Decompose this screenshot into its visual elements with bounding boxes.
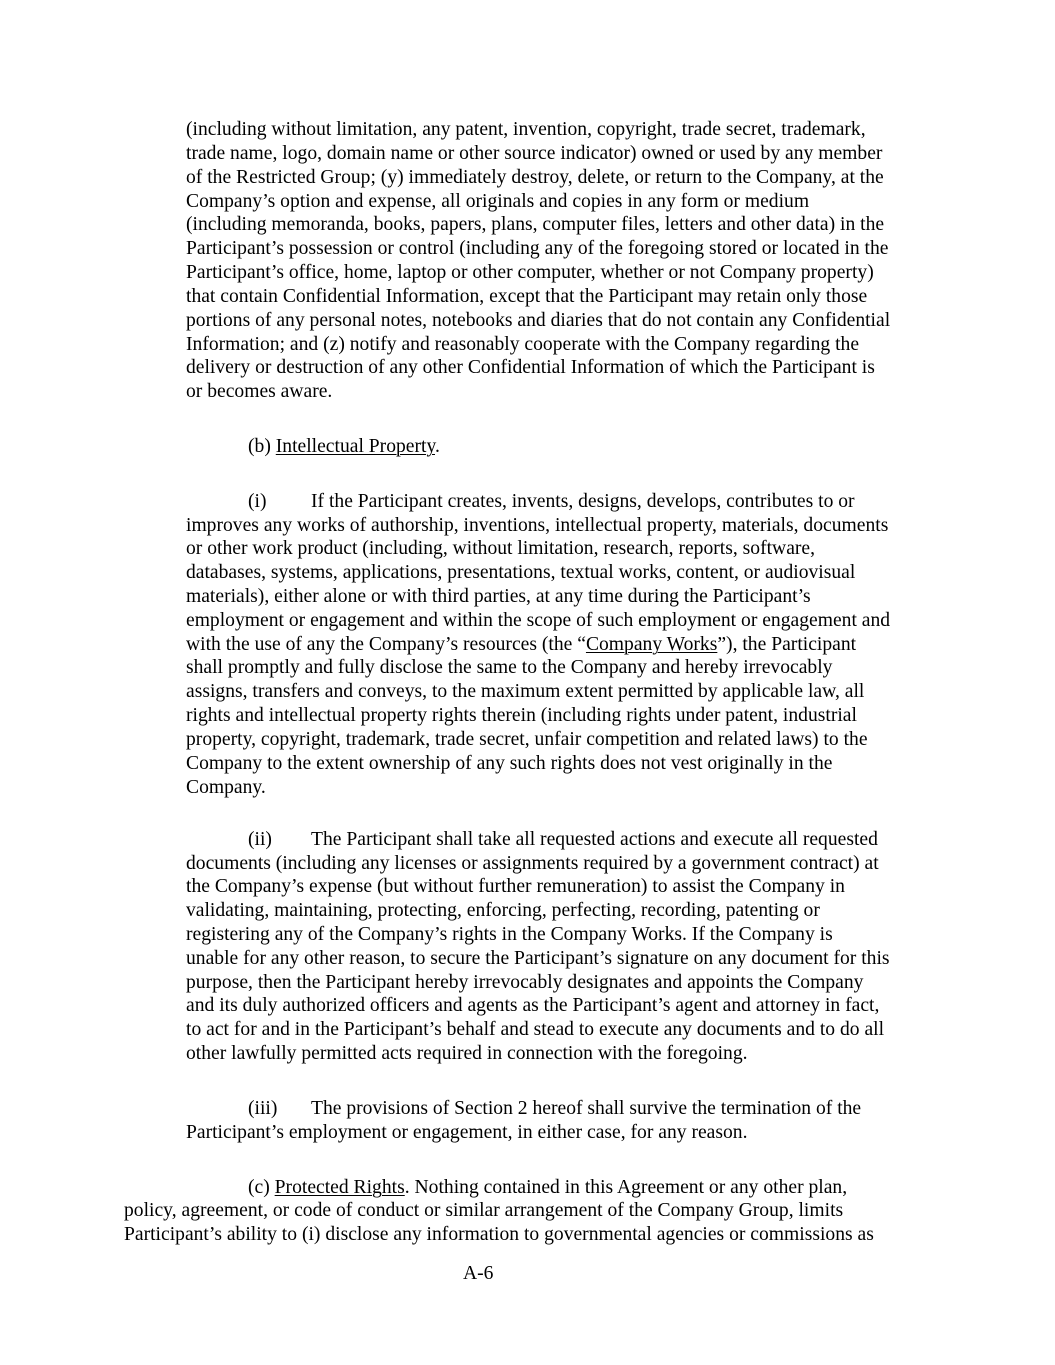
text-line: property, copyright, trademark, trade secret, unfair competition and related laws) to the xyxy=(186,729,868,750)
text-line: Participant’s possession or control (including any of the foregoing stored or located in the xyxy=(186,238,889,259)
text-line: The Participant shall take all requested actions and execute all requested xyxy=(311,829,878,850)
text-line: registering any of the Company’s rights in the Company Works. If the Company is xyxy=(186,924,833,945)
text-line: The provisions of Section 2 hereof shall survive the termination of the xyxy=(311,1098,862,1119)
text-line: (including memoranda, books, papers, plans, computer files, letters and other data) in the xyxy=(186,214,885,235)
text-line: and its duly authorized officers and agents as the Participant’s agent and attorney in fact, xyxy=(186,995,880,1016)
text-line: other lawfully permitted acts required in connection with the foregoing. xyxy=(186,1043,748,1064)
text-line: materials), either alone or with third parties, at any time during the Participant’s xyxy=(186,586,811,607)
section-title: Protected Rights xyxy=(274,1177,405,1198)
text-line: purpose, then the Participant hereby irrevocably designates and appoints the Company xyxy=(186,972,864,993)
text-line: Company’s option and expense, all originals and copies in any form or medium xyxy=(186,191,810,212)
section-number: (c) xyxy=(248,1177,270,1198)
text-line: delivery or destruction of any other Confidential Information of which the Participant is xyxy=(186,357,875,378)
defined-term: Company Works xyxy=(585,634,718,655)
text-segment: . Nothing contained in this Agreement or any other plan, xyxy=(404,1177,848,1198)
text-line: employment or engagement and within the scope of such employment or engagement and xyxy=(186,610,891,631)
section-heading-b xyxy=(248,435,440,459)
text-line: documents (including any licenses or assignments required by a government contract) at xyxy=(186,853,879,874)
text-line: (including without limitation, any patent, invention, copyright, trade secret, trademark, xyxy=(186,119,866,140)
text-line: portions of any personal notes, notebooks and diaries that do not contain any Confidential xyxy=(186,310,891,331)
text-line: that contain Confidential Information, except that the Participant may retain only those xyxy=(186,286,868,307)
text-line: or becomes aware. xyxy=(186,381,333,402)
section-number: (b) xyxy=(248,436,271,457)
text-line: improves any works of authorship, inventions, intellectual property, materials, documents xyxy=(186,515,889,536)
text-line: Participant’s ability to (i) disclose any information to governmental agencies or commissions as xyxy=(124,1224,874,1245)
text-line: Company to the extent ownership of any such rights does not vest originally in the xyxy=(186,753,833,774)
text-line: Information; and (z) notify and reasonably cooperate with the Company regarding the xyxy=(186,334,860,355)
text-line xyxy=(248,1176,847,1200)
text-line: the Company’s expense (but without further remuneration) to assist the Company in xyxy=(186,876,845,897)
text-line: Participant’s employment or engagement, in either case, for any reason. xyxy=(186,1122,748,1143)
text-line: or other work product (including, without limitation, research, reports, software, xyxy=(186,538,816,559)
subsection-number: (iii) xyxy=(248,1098,278,1119)
text-line: trade name, logo, domain name or other source indicator) owned or used by any member xyxy=(186,143,883,164)
subsection-number: (i) xyxy=(248,491,267,512)
text-line: policy, agreement, or code of conduct or similar arrangement of the Company Group, limits xyxy=(124,1200,844,1221)
section-title-end: . xyxy=(435,436,440,457)
text-line: If the Participant creates, invents, designs, develops, contributes to or xyxy=(311,491,855,512)
text-line: Company. xyxy=(186,777,266,798)
text-line: rights and intellectual property rights therein (including rights under patent, industrial xyxy=(186,705,857,726)
text-line: shall promptly and fully disclose the same to the Company and hereby irrevocably xyxy=(186,657,833,678)
text-line: of the Restricted Group; (y) immediately destroy, delete, or return to the Company, at the xyxy=(186,167,884,188)
text-segment: with the use of any the Company’s resources (the “ xyxy=(186,634,586,655)
subsection-number: (ii) xyxy=(248,829,272,850)
text-line: unable for any other reason, to secure the Participant’s signature on any document for this xyxy=(186,948,890,969)
text-line: to act for and in the Participant’s behalf and stead to execute any documents and to do all xyxy=(186,1019,885,1040)
text-line: validating, maintaining, protecting, enforcing, perfecting, recording, patenting or xyxy=(186,900,820,921)
text-line: Participant’s office, home, laptop or other computer, whether or not Company property) xyxy=(186,262,874,283)
text-line xyxy=(186,633,856,657)
page-number: A-6 xyxy=(463,1263,494,1284)
text-line: databases, systems, applications, presentations, textual works, content, or audiovisual xyxy=(186,562,856,583)
section-title: Intellectual Property xyxy=(275,436,435,457)
text-line: assigns, transfers and conveys, to the maximum extent permitted by applicable law, all xyxy=(186,681,865,702)
text-segment: ”), the Participant xyxy=(717,634,857,655)
